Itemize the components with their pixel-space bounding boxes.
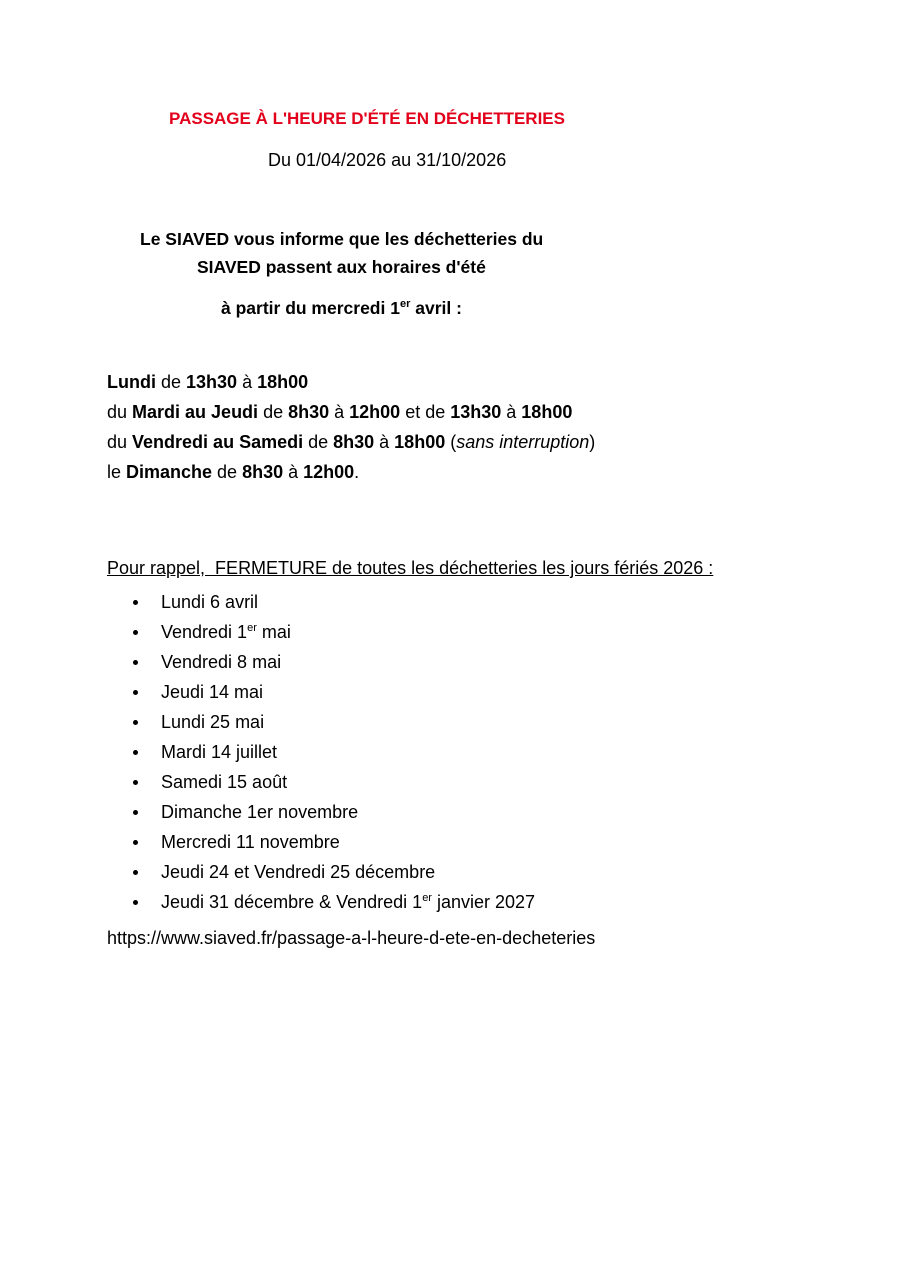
bullet-icon	[133, 630, 138, 635]
bullet-icon	[133, 690, 138, 695]
schedule-text: et de	[400, 402, 451, 422]
schedule-hour: 8h30	[288, 402, 330, 422]
schedule-text: à	[501, 402, 522, 422]
intro-line-3-end: avril :	[410, 298, 462, 318]
bullet-icon	[133, 780, 138, 785]
schedule-row-fri-sat	[107, 433, 595, 451]
schedule-day: Dimanche	[126, 462, 213, 482]
bullet-icon	[133, 660, 138, 665]
schedule-text: de	[303, 432, 334, 452]
list-item	[107, 863, 535, 893]
schedule-text: du	[107, 432, 133, 452]
schedule-hour: 18h00	[394, 432, 446, 452]
list-item	[107, 593, 535, 623]
schedule-row-sunday	[107, 463, 359, 481]
intro-line-3-text: à partir du mercredi 1	[221, 298, 400, 318]
schedule-text: à	[283, 462, 304, 482]
list-item	[107, 773, 535, 803]
holiday-sup: er	[422, 892, 432, 904]
schedule-hour: 8h30	[333, 432, 375, 452]
list-item	[107, 803, 535, 833]
list-item	[107, 743, 535, 773]
schedule-hour: 13h30	[450, 402, 502, 422]
schedule-text: à	[374, 432, 395, 452]
intro-line-2: SIAVED passent aux horaires d'été	[197, 257, 486, 277]
list-item	[107, 653, 535, 683]
bullet-icon	[133, 900, 138, 905]
holiday-text: Jeudi 31 décembre & Vendredi 1	[161, 892, 423, 912]
holiday-text: Dimanche 1er novembre	[161, 802, 359, 822]
holiday-text: Vendredi 8 mai	[161, 652, 282, 672]
schedule-day: Vendredi au Samedi	[132, 432, 304, 452]
source-url[interactable]: https://www.siaved.fr/passage-a-l-heure-d-ete-en-decheteries	[107, 928, 596, 948]
list-item	[107, 683, 535, 713]
list-item	[107, 833, 535, 863]
schedule-row-monday	[107, 373, 308, 391]
list-item	[107, 623, 535, 653]
closures-heading: Pour rappel, FERMETURE de toutes les déchetteries les jours fériés 2026 :	[107, 558, 714, 578]
holiday-text: Lundi 6 avril	[161, 592, 259, 612]
closures-list	[107, 593, 535, 923]
schedule-hour: 8h30	[242, 462, 284, 482]
holiday-text: Jeudi 14 mai	[161, 682, 264, 702]
page-title: PASSAGE À L'HEURE D'ÉTÉ EN DÉCHETTERIES	[169, 109, 565, 128]
holiday-text-end: mai	[256, 622, 291, 642]
holiday-text: Samedi 15 août	[161, 772, 288, 792]
schedule-hour: 12h00	[303, 462, 355, 482]
holiday-sup: er	[247, 622, 257, 634]
schedule-day: Mardi au Jeudi	[132, 402, 259, 422]
holiday-text: Mardi 14 juillet	[161, 742, 278, 762]
schedule-row-tue-thu	[107, 403, 572, 421]
intro-line-1: Le SIAVED vous informe que les déchetteries du	[140, 229, 544, 249]
holiday-text: Lundi 25 mai	[161, 712, 265, 732]
schedule-text: du	[107, 402, 133, 422]
schedule-text: de	[155, 372, 187, 392]
intro-line-3	[221, 300, 462, 318]
bullet-icon	[133, 840, 138, 845]
holiday-text-end: janvier 2027	[431, 892, 536, 912]
list-item	[107, 713, 535, 743]
schedule-day: Lundi	[107, 372, 156, 392]
schedule-text: (	[445, 432, 457, 452]
schedule-note: sans interruption	[456, 432, 590, 452]
schedule-text: le	[107, 462, 127, 482]
bullet-icon	[133, 810, 138, 815]
bullet-icon	[133, 720, 138, 725]
holiday-text: Mercredi 11 novembre	[161, 832, 340, 852]
bullet-icon	[133, 750, 138, 755]
schedule-text: de	[258, 402, 289, 422]
list-item	[107, 893, 535, 923]
schedule-text: à	[237, 372, 258, 392]
holiday-text: Vendredi 1	[161, 622, 248, 642]
bullet-icon	[133, 600, 138, 605]
schedule-text: )	[589, 432, 596, 452]
schedule-hour: 13h30	[186, 372, 238, 392]
schedule-hour: 12h00	[349, 402, 401, 422]
schedule-text: à	[329, 402, 350, 422]
intro-line-3-sup: er	[399, 298, 411, 311]
holiday-text: Jeudi 24 et Vendredi 25 décembre	[161, 862, 436, 882]
bullet-icon	[133, 870, 138, 875]
schedule-hour: 18h00	[521, 402, 573, 422]
schedule-text: de	[212, 462, 243, 482]
schedule-text: .	[354, 462, 360, 482]
date-range: Du 01/04/2026 au 31/10/2026	[268, 150, 507, 170]
schedule-hour: 18h00	[257, 372, 309, 392]
